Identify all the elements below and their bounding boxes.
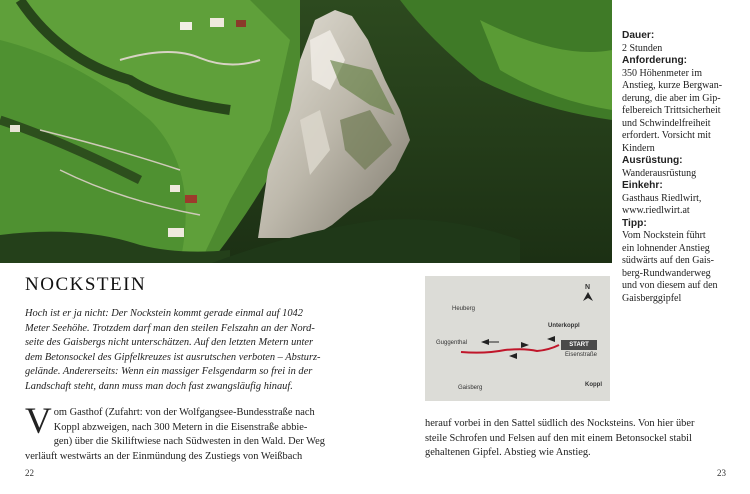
body-text-left [25,401,325,464]
map-label-guggenthal: Guggenthal [436,340,468,346]
info-label: Einkehr: [622,180,663,191]
info-value: Wanderausrüstung [622,167,697,179]
body-paragraph: om Gasthof (Zufahrt: von der Wolfgangsee-Bundesstraße nach Koppl abzweigen, nach 300 Metern in die Eisenstraße abbie- gen) über die Skiliftwiese nach Südwesten in den Wald. Der Weg verläuft westwärts an der Einmündung des Zustiegs von Weißbach [25,407,325,462]
north-label: N [585,284,591,291]
info-refreshment [622,180,744,218]
intro-paragraph: Hoch ist er ja nicht: Der Nockstein kommt gerade einmal auf 1042 Meter Seehöhe. Trotzdem darf man den steilen Felszahn an der Nord- seite des Gaisbergs nicht unterschätzen. Auf den letzten Metern unter dem Betonsockel des Gipfelkreuzes ist ausrutschen verboten – Absturz- gelände. Andererseits: Wenn ein massiger Felsgendarm so frei in der Landschaft steht, dann muss man doch fast zwangsläufig hinauf. [25,308,321,392]
info-value: 350 Höhenmeter im Anstieg, kurze Bergwan- derung, die aber im Gip- felbereich Trittsicherheit und Schwindelfreiheit erfordert. Vorsicht mit Kindern [622,67,723,154]
route-line [425,276,610,401]
route-map [425,276,610,401]
body-text-right: herauf vorbei in den Sattel südlich des Nocksteins. Von hier über steile Schrofen und Felsen auf den mit einem Betonsockel stabil gehaltenen Gipfel. Abstieg wie Anstieg. [425,418,695,459]
page-title: NOCKSTEIN [25,274,147,295]
info-requirements [622,55,744,155]
map-label-gaisberg: Gaisberg [458,385,483,391]
page-number-right: 23 [717,468,726,478]
info-duration [622,30,744,55]
map-start-marker: START [561,340,597,350]
info-tip [622,218,744,306]
info-label: Anforderung: [622,55,688,66]
info-value: Vom Nockstein führt ein lohnender Anstieg südwärts auf den Gais- berg-Rundwanderweg und von diesem auf den Gaisberggipfel [622,230,718,304]
info-label: Dauer: [622,30,655,41]
info-equipment [622,155,744,180]
map-label-eisenstrasse: Eisenstraße [565,352,598,358]
nockstein-photo [0,0,612,263]
info-label: Tipp: [622,217,647,229]
drop-cap: V [25,401,52,442]
info-value: Gasthaus Riedlwirt, www.riedlwirt.at [622,192,702,216]
info-label: Ausrüstung: [622,155,683,166]
info-value: 2 Stunden [622,42,663,54]
map-label-heuberg: Heuberg [452,306,476,312]
map-label-koppl: Koppl [585,382,602,388]
tour-info-sidebar [622,30,744,305]
map-label-unterkoppl: Unterkoppl [548,323,580,329]
page-number-left: 22 [25,468,34,478]
